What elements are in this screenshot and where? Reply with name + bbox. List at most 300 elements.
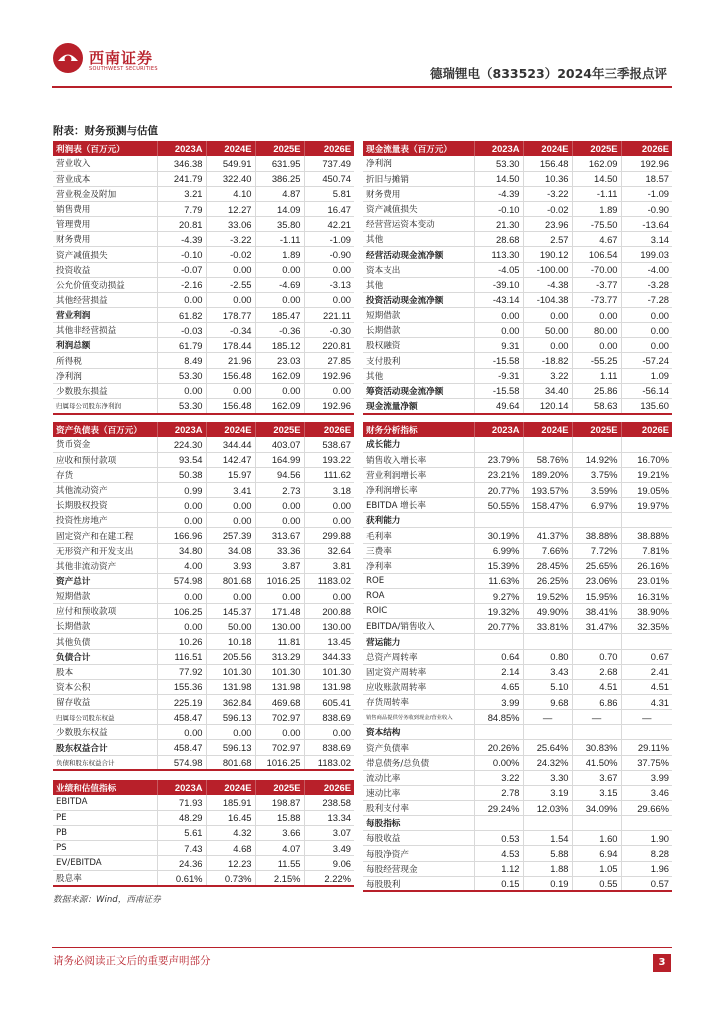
row-label: 应收账款周转率 [363,679,474,694]
row-label: 股本 [53,664,157,679]
year-header: 2024E [206,780,255,795]
row-value: 32.35% [621,619,672,634]
table-row [363,861,672,876]
row-label: 销售收入增长率 [363,452,474,467]
row-value: 158.47% [523,498,572,513]
row-label: 少数股东权益 [53,725,157,740]
row-value [621,816,672,831]
row-value: 50.00 [523,323,572,338]
row-value: 4.53 [474,846,523,861]
table-row [53,513,354,528]
table-row [53,156,354,171]
footer-disclaimer: 请务必阅读正文后的重要声明部分 [53,955,211,967]
row-value: 42.21 [304,217,354,232]
data-source-note: 数据来源：Wind，西南证券 [53,895,161,905]
row-label: 净利润 [363,156,474,171]
row-label: 营业税金及附加 [53,186,157,201]
row-value [572,816,621,831]
row-value: -0.36 [255,323,304,338]
year-header: 2023A [157,422,206,437]
annex-title: 附表：财务预测与估值 [53,125,158,137]
row-value: 9.31 [474,338,523,353]
row-value: -13.64 [621,217,672,232]
row-value: -15.58 [474,383,523,398]
table-row [363,740,672,755]
row-value: -4.38 [523,277,572,292]
row-value: 6.86 [572,695,621,710]
year-header: 2024E [523,422,572,437]
table-row [363,785,672,800]
row-label: 营运能力 [363,634,474,649]
row-value: 19.52% [523,589,572,604]
row-value: 61.79 [157,338,206,353]
table-row [53,755,354,770]
row-value: -0.10 [157,247,206,262]
row-value: 11.63% [474,573,523,588]
row-label: 归属母公司股东权益 [53,710,157,725]
row-value: 0.73% [206,871,255,886]
row-value: 34.09% [572,801,621,816]
row-value: 322.40 [206,171,255,186]
row-value: 29.11% [621,740,672,755]
row-value: 131.98 [206,679,255,694]
row-value: 38.88% [572,528,621,543]
table-row [363,573,672,588]
row-value: -15.58 [474,353,523,368]
table-row [363,171,672,186]
row-label: 筹资活动现金流净额 [363,383,474,398]
row-value: 2.41 [621,664,672,679]
table-row [53,452,354,467]
year-header: 2025E [255,780,304,795]
row-value: 2.78 [474,785,523,800]
table-row [363,323,672,338]
row-value: 1183.02 [304,755,354,770]
report-title: 德瑞锂电（833523）2024年三季报点评 [430,66,667,81]
row-value: 225.19 [157,695,206,710]
table-row [53,498,354,513]
year-header: 2023A [474,422,523,437]
row-value [621,725,672,740]
row-value: 3.46 [621,785,672,800]
row-label: 存货周转率 [363,695,474,710]
row-value: 19.32% [474,604,523,619]
row-value: 1.09 [621,368,672,383]
table-row [53,649,354,664]
table-row [53,368,354,383]
row-value: -3.13 [304,277,354,292]
table-row [53,664,354,679]
row-value: 3.15 [572,785,621,800]
row-value [572,725,621,740]
year-header: 2025E [572,422,621,437]
row-label: 其他经营损益 [53,292,157,307]
balance-sheet-table [53,422,354,771]
row-label: 固定资产和在建工程 [53,528,157,543]
income-table-title: 利润表（百万元） [53,141,157,156]
row-label: 支付股利 [363,353,474,368]
row-value: 24.32% [523,755,572,770]
row-label: 资本支出 [363,262,474,277]
row-value [523,725,572,740]
row-value: 38.41% [572,604,621,619]
row-value: 0.64 [474,649,523,664]
row-value: -4.39 [474,186,523,201]
row-value: 386.25 [255,171,304,186]
row-value: 113.30 [474,247,523,262]
row-value: 0.53 [474,831,523,846]
row-value: 0.00 [572,338,621,353]
row-value: 0.70 [572,649,621,664]
row-value: 16.47 [304,202,354,217]
table-row [363,202,672,217]
row-value: 156.48 [523,156,572,171]
row-value: 25.86 [572,383,621,398]
row-value: 58.76% [523,452,572,467]
row-value: 344.33 [304,649,354,664]
row-value: 23.03 [255,353,304,368]
row-value: 20.26% [474,740,523,755]
row-value: 0.00 [157,513,206,528]
row-value: 3.75% [572,467,621,482]
row-label: 固定资产周转率 [363,664,474,679]
row-value: 241.79 [157,171,206,186]
table-row [53,871,354,886]
table-row [53,308,354,323]
row-value: 0.19 [523,876,572,891]
row-value: 5.81 [304,186,354,201]
row-value: -55.25 [572,353,621,368]
row-value: 3.59% [572,483,621,498]
row-label: 经营营运资本变动 [363,217,474,232]
row-value: -0.02 [523,202,572,217]
row-label: 股利支付率 [363,801,474,816]
row-value: 0.00 [304,498,354,513]
row-value: 3.66 [255,825,304,840]
row-value: -1.09 [304,232,354,247]
cashflow-statement-table [363,141,672,415]
table-row [363,437,672,452]
table-row [363,217,672,232]
row-label: 负债合计 [53,649,157,664]
row-value: -4.39 [157,232,206,247]
row-value: 53.30 [157,368,206,383]
table-row [363,452,672,467]
row-value: 7.72% [572,543,621,558]
row-value: 30.19% [474,528,523,543]
year-header: 2024E [523,141,572,156]
row-label: 净利率 [363,558,474,573]
year-header: 2023A [474,141,523,156]
table-row [363,292,672,307]
table-row [363,498,672,513]
row-value: 31.47% [572,619,621,634]
row-label: 其他流动资产 [53,483,157,498]
row-value: 0.00 [157,725,206,740]
row-value: 9.68 [523,695,572,710]
row-value: 3.19 [523,785,572,800]
row-value: 19.05% [621,483,672,498]
year-header: 2026E [621,422,672,437]
row-label: 净利润增长率 [363,483,474,498]
row-label: 资本结构 [363,725,474,740]
table-row [53,262,354,277]
row-value: 53.30 [474,156,523,171]
row-value: 205.56 [206,649,255,664]
row-value: 50.38 [157,467,206,482]
row-label: 现金流量净额 [363,398,474,413]
row-value: 0.00 [206,383,255,398]
row-value: 838.69 [304,740,354,755]
row-value: 13.34 [304,810,354,825]
row-value: 25.65% [572,558,621,573]
row-value: 23.79% [474,452,523,467]
row-value: 1.88 [523,861,572,876]
row-value: 185.47 [255,308,304,323]
row-value: -1.09 [621,186,672,201]
company-name-en: SOUTHWEST SECURITIES [89,66,158,72]
row-value: 1.89 [255,247,304,262]
row-value: 71.93 [157,795,206,810]
row-label: PS [53,841,157,856]
table-row [53,353,354,368]
row-value: -0.10 [474,202,523,217]
row-value: 29.24% [474,801,523,816]
row-value [474,634,523,649]
row-value: 130.00 [304,619,354,634]
row-value: 0.00 [206,498,255,513]
row-value: 50.55% [474,498,523,513]
row-value: 0.00 [206,725,255,740]
row-value: 162.09 [572,156,621,171]
row-value: 0.00 [474,308,523,323]
row-value: 3.07 [304,825,354,840]
row-label: 净利润 [53,368,157,383]
row-label: 短期借款 [363,308,474,323]
table-row [363,308,672,323]
row-value: 0.00 [255,513,304,528]
table-row [53,437,354,452]
row-value: 5.88 [523,846,572,861]
row-label: 财务费用 [53,232,157,247]
row-label: EV/EBITDA [53,856,157,871]
row-value: 111.62 [304,467,354,482]
row-value: 0.00 [621,338,672,353]
row-value: 21.30 [474,217,523,232]
row-value: 26.16% [621,558,672,573]
row-value: 4.07 [255,841,304,856]
row-value: 1016.25 [255,755,304,770]
row-value: 38.90% [621,604,672,619]
row-value: 164.99 [255,452,304,467]
row-label: 营业利润 [53,308,157,323]
row-value: 11.55 [255,856,304,871]
table-row [363,338,672,353]
row-label: 每股收益 [363,831,474,846]
row-value: 32.64 [304,543,354,558]
row-label: 存货 [53,467,157,482]
table-row [53,217,354,232]
row-label: 其他非流动资产 [53,558,157,573]
row-value: 58.63 [572,398,621,413]
table-row [53,710,354,725]
row-value: -0.90 [304,247,354,262]
row-value: 3.22 [523,368,572,383]
row-value: 3.67 [572,770,621,785]
row-value: 362.84 [206,695,255,710]
year-header: 2026E [304,780,354,795]
row-value: 49.64 [474,398,523,413]
table-row [363,232,672,247]
row-value: 189.20% [523,467,572,482]
row-value: 106.54 [572,247,621,262]
row-value: -75.50 [572,217,621,232]
row-value: 0.00 [255,292,304,307]
row-value: 162.09 [255,398,304,413]
row-label: 货币资金 [53,437,157,452]
row-label: 经营活动现金流净额 [363,247,474,262]
row-label: 销售费用 [53,202,157,217]
row-label: 利润总额 [53,338,157,353]
table-row [53,383,354,398]
row-value: 156.48 [206,398,255,413]
row-value: -0.34 [206,323,255,338]
row-label: 资本公积 [53,679,157,694]
row-label: 短期借款 [53,589,157,604]
row-value: 0.00 [255,725,304,740]
row-label: 每股净资产 [363,846,474,861]
row-value: 346.38 [157,156,206,171]
table-row [53,725,354,740]
row-value: 4.00 [157,558,206,573]
row-value [523,816,572,831]
row-value: 198.87 [255,795,304,810]
row-value: 1.05 [572,861,621,876]
row-value: 4.65 [474,679,523,694]
row-label: 其他 [363,277,474,292]
row-value: -18.82 [523,353,572,368]
row-value: 192.96 [304,398,354,413]
row-value: 35.80 [255,217,304,232]
row-label: EBITDA/销售收入 [363,619,474,634]
row-value: 0.00 [157,619,206,634]
row-value: 549.91 [206,156,255,171]
row-value: 221.11 [304,308,354,323]
row-value: 3.18 [304,483,354,498]
row-value: 94.56 [255,467,304,482]
row-value: 9.27% [474,589,523,604]
row-value: 801.68 [206,573,255,588]
logo-icon [52,42,84,74]
row-value: 21.96 [206,353,255,368]
row-value: -57.24 [621,353,672,368]
ratios-table-title: 财务分析指标 [363,422,474,437]
table-row [363,483,672,498]
financial-ratios-table [363,422,672,892]
table-row [53,247,354,262]
row-value: 1.11 [572,368,621,383]
table-row [53,841,354,856]
row-label: 其他非经营损益 [53,323,157,338]
income-table-header [53,141,354,156]
table-row [53,292,354,307]
row-value: 33.81% [523,619,572,634]
row-value: 0.00 [621,308,672,323]
row-value: 4.67 [572,232,621,247]
row-value: 1.96 [621,861,672,876]
row-value: 3.21 [157,186,206,201]
row-label: 公允价值变动损益 [53,277,157,292]
row-value: 0.00 [304,725,354,740]
row-label: 股东权益合计 [53,740,157,755]
row-value: 3.87 [255,558,304,573]
table-row [363,467,672,482]
row-value: 14.09 [255,202,304,217]
row-value: 3.99 [474,695,523,710]
row-value: 6.97% [572,498,621,513]
row-label: 长期股权投资 [53,498,157,513]
row-value: 0.00 [304,513,354,528]
row-value: 4.51 [572,679,621,694]
row-value: 9.06 [304,856,354,871]
row-value: 574.98 [157,573,206,588]
row-value: 10.36 [523,171,572,186]
row-value: 631.95 [255,156,304,171]
row-value: 0.00 [206,262,255,277]
row-value: 93.54 [157,452,206,467]
row-value: 28.68 [474,232,523,247]
row-value [572,513,621,528]
row-label: ROIC [363,604,474,619]
row-value: 0.00 [304,383,354,398]
row-value [474,437,523,452]
row-value: 18.57 [621,171,672,186]
row-value: 15.97 [206,467,255,482]
valuation-table-header [53,780,354,795]
table-row [363,368,672,383]
row-value: 185.91 [206,795,255,810]
row-value: 4.51 [621,679,672,694]
year-header: 2026E [304,422,354,437]
row-label: 获利能力 [363,513,474,528]
table-row [53,232,354,247]
balance-table-header [53,422,354,437]
row-value: 29.66% [621,801,672,816]
row-value: -43.14 [474,292,523,307]
table-row [53,604,354,619]
row-value [474,725,523,740]
row-value: 26.25% [523,573,572,588]
row-value: -3.77 [572,277,621,292]
row-value: 16.31% [621,589,672,604]
row-value: -73.77 [572,292,621,307]
row-value: 0.00 [255,498,304,513]
row-value: 130.00 [255,619,304,634]
row-value [572,437,621,452]
row-label: 速动比率 [363,785,474,800]
row-value: 344.44 [206,437,255,452]
row-value: 1.90 [621,831,672,846]
row-value: 469.68 [255,695,304,710]
row-value [621,513,672,528]
row-value: 145.37 [206,604,255,619]
row-value: 10.18 [206,634,255,649]
table-row [363,353,672,368]
row-value: 10.26 [157,634,206,649]
row-value: -0.02 [206,247,255,262]
row-value: 34.80 [157,543,206,558]
row-value: -2.55 [206,277,255,292]
